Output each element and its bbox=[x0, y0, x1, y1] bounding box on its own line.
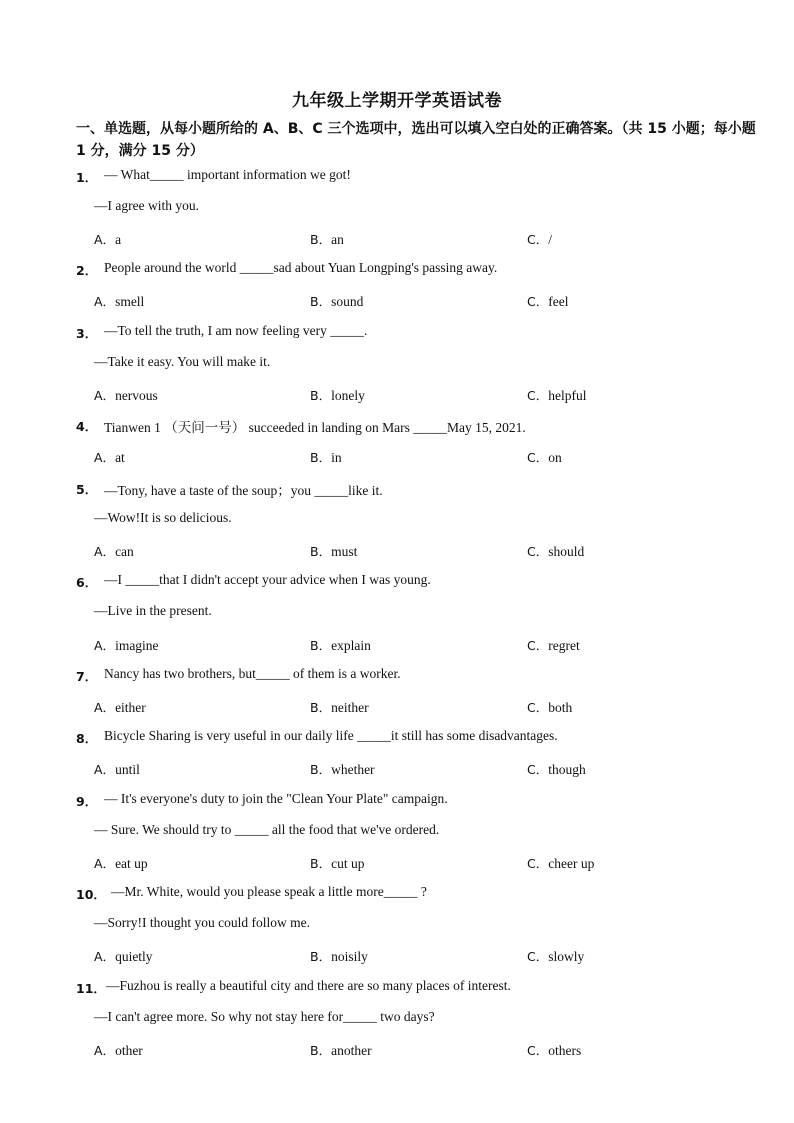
question-stem: —Mr. White, would you please speak a little more_____ ? bbox=[111, 884, 427, 899]
option-b: B．an bbox=[310, 232, 344, 247]
question-reply: —Live in the present. bbox=[94, 603, 212, 618]
question-number: 4． bbox=[76, 419, 98, 434]
page-title: 九年级上学期开学英语试卷 bbox=[292, 91, 502, 111]
question-number: 3． bbox=[76, 326, 98, 341]
question-reply: — Sure. We should try to _____ all the food that we've ordered. bbox=[94, 822, 440, 837]
option-a: A．a bbox=[94, 232, 122, 247]
section-heading: 一、单选题，从每小题所给的 A、B、C 三个选项中，选出可以填入空白处的正确答案。（共 15 小题；每小题 1 分，满分 15 分） bbox=[76, 121, 756, 159]
question-reply: —I agree with you. bbox=[94, 198, 199, 213]
question-number: 1． bbox=[76, 170, 98, 185]
option-a: A．either bbox=[94, 700, 146, 715]
option-b: B．in bbox=[310, 450, 342, 465]
question-stem: —To tell the truth, I am now feeling very _____. bbox=[104, 323, 368, 338]
question-reply: —Sorry!I thought you could follow me. bbox=[94, 915, 310, 930]
option-b: B．explain bbox=[310, 638, 371, 653]
question-number: 5． bbox=[76, 482, 98, 497]
option-a: A．eat up bbox=[94, 856, 148, 871]
question-reply: —I can't agree more. So why not stay here for_____ two days? bbox=[94, 1009, 435, 1024]
option-a: A．imagine bbox=[94, 638, 159, 653]
question-stem: Bicycle Sharing is very useful in our daily life _____it still has some disadvantages. bbox=[104, 728, 558, 743]
option-c: C．should bbox=[527, 544, 585, 559]
option-c: C．regret bbox=[527, 638, 580, 653]
question-number: 8． bbox=[76, 731, 98, 746]
option-b: B．another bbox=[310, 1043, 372, 1058]
option-b: B．cut up bbox=[310, 856, 365, 871]
option-a: A．quietly bbox=[94, 949, 153, 964]
question-reply: —Take it easy. You will make it. bbox=[94, 354, 271, 369]
question-stem: — What_____ important information we got! bbox=[104, 167, 351, 182]
option-c: C．both bbox=[527, 700, 573, 715]
question-stem: People around the world _____sad about Yuan Longping's passing away. bbox=[104, 260, 498, 275]
option-a: A．smell bbox=[94, 294, 145, 309]
question-number: 10． bbox=[76, 887, 106, 902]
question-stem: —I _____that I didn't accept your advice when I was young. bbox=[104, 572, 431, 587]
question-stem: — It's everyone's duty to join the "Clean Your Plate" campaign. bbox=[104, 791, 448, 806]
option-b: B．sound bbox=[310, 294, 364, 309]
option-c: C．cheer up bbox=[527, 856, 595, 871]
option-b: B．whether bbox=[310, 762, 375, 777]
option-c: C．though bbox=[527, 762, 586, 777]
option-c: C．slowly bbox=[527, 949, 585, 964]
question-number: 6． bbox=[76, 575, 98, 590]
option-b: B．lonely bbox=[310, 388, 365, 403]
question-number: 7． bbox=[76, 669, 98, 684]
option-a: A．other bbox=[94, 1043, 143, 1058]
option-b: B．noisily bbox=[310, 949, 368, 964]
option-c: C．feel bbox=[527, 294, 569, 309]
option-a: A．can bbox=[94, 544, 134, 559]
option-b: B．neither bbox=[310, 700, 369, 715]
option-a: A．nervous bbox=[94, 388, 158, 403]
option-b: B．must bbox=[310, 544, 358, 559]
option-c: C．others bbox=[527, 1043, 582, 1058]
option-c: C．/ bbox=[527, 232, 552, 247]
question-number: 2． bbox=[76, 263, 98, 278]
question-stem: —Fuzhou is really a beautiful city and there are so many places of interest. bbox=[106, 978, 511, 993]
option-a: A．until bbox=[94, 762, 140, 777]
question-reply: —Wow!It is so delicious. bbox=[94, 510, 232, 525]
question-stem: Nancy has two brothers, but_____ of them is a worker. bbox=[104, 666, 401, 681]
option-a: A．at bbox=[94, 450, 125, 465]
question-number: 9． bbox=[76, 794, 98, 809]
question-stem: Tianwen 1 （天问一号） succeeded in landing on Mars _____May 15, 2021. bbox=[104, 420, 526, 435]
question-stem: —Tony, have a taste of the soup；you _____like it. bbox=[104, 483, 383, 498]
option-c: C．helpful bbox=[527, 388, 587, 403]
question-number: 11． bbox=[76, 981, 106, 996]
option-c: C．on bbox=[527, 450, 562, 465]
